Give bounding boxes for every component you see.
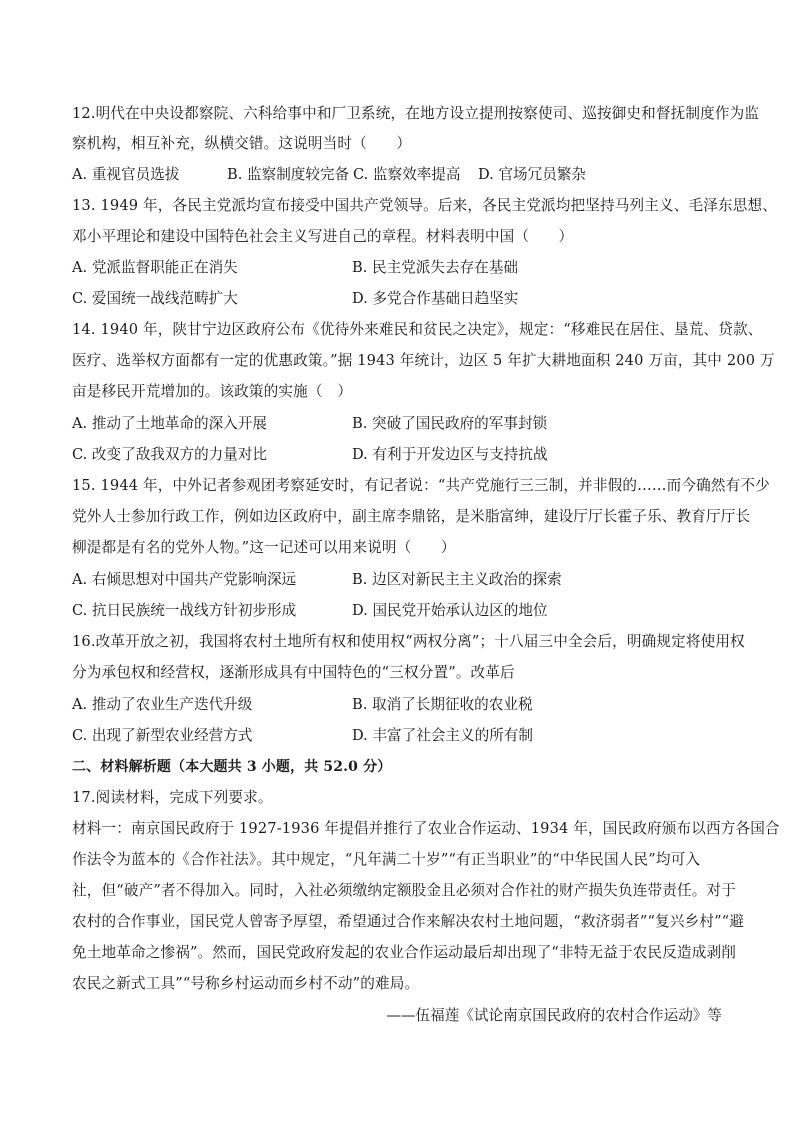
q14-line-2: 医疗、选举权方面都有一定的优惠政策。”据 1943 年统计，边区 5 年扩大耕地面积 240 万亩，其中 200 万	[72, 352, 775, 369]
q15-option-d: D. 国民党开始承认边区的地位	[352, 602, 548, 619]
q17-stem: 17.阅读材料，完成下列要求。	[72, 789, 273, 806]
q12-line-2: 察机构，相互补充，纵横交错。这说明当时（ ）	[72, 135, 412, 152]
q15-option-a: A. 右倾思想对中国共产党影响深远	[72, 571, 297, 588]
q15-line-1: 15. 1944 年，中外记者参观团考察延安时，有记者说：“共产党施行三三制，并非假的……而今确然有不少	[72, 477, 770, 494]
q13-line-1: 13. 1949 年，各民主党派均宣布接受中国共产党领导。后来，各民主党派均把坚持马列主义、毛泽东思想、	[72, 197, 777, 214]
q13-line-2: 邓小平理论和建设中国特色社会主义写进自己的章程。材料表明中国（ ）	[72, 228, 574, 245]
q13-option-c: C. 爱国统一战线范畴扩大	[72, 290, 238, 307]
q16-line-1: 16.改革开放之初，我国将农村土地所有权和使用权“两权分离”；十八届三中全会后，明确规定将使用权	[72, 633, 745, 650]
q12-line-1: 12.明代在中央设都察院、六科给事中和厂卫系统，在地方设立提刑按察使司、巡按御史和督抚制度作为监	[72, 105, 760, 122]
q17-material-line-2: 作法令为蓝本的《合作社法》。其中规定，“凡年满二十岁”“有正当职业”的“中华民国人民”均可入	[72, 851, 701, 868]
q14-line-1: 14. 1940 年，陕甘宁边区政府公布《优待外来难民和贫民之决定》，规定：“移难民在居住、垦荒、贷款、	[72, 321, 763, 338]
q17-material-line-4: 农村的合作事业，国民党人曾寄予厚望，希望通过合作来解决农村土地问题，“救济弱者”“复兴乡村”“避	[72, 913, 745, 930]
q15-option-b: B. 边区对新民主主义政治的探索	[352, 571, 562, 588]
q12-option-c: C. 监察效率提高	[353, 166, 461, 183]
q17-material-line-5: 免土地革命之惨祸”。然而，国民党政府发起的农业合作运动最后却出现了“非特无益于农民反造成剥削	[72, 944, 736, 961]
section-heading: 二、材料解析题（本大题共 3 小题，共 52.0 分）	[72, 759, 392, 775]
q15-line-3: 柳湜都是有名的党外人物。”这一记述可以用来说明（ ）	[72, 539, 456, 556]
q12-option-a: A. 重视官员选拔	[72, 166, 180, 183]
q13-option-b: B. 民主党派失去存在基础	[352, 259, 518, 276]
q16-option-d: D. 丰富了社会主义的所有制	[352, 727, 533, 744]
q17-material-line-1: 材料一：南京国民政府于 1927-1936 年提倡并推行了农业合作运动、1934 年，国民政府颁布以西方各国合	[72, 820, 780, 837]
q16-option-a: A. 推动了农业生产迭代升级	[72, 696, 253, 713]
q12-option-b: B. 监察制度较完备	[227, 166, 350, 183]
q16-line-2: 分为承包权和经营权，逐渐形成具有中国特色的“三权分置”。改革后	[72, 664, 515, 681]
q17-material-line-6: 农民之新式工具”“号称乡村运动而乡村不动”的难局。	[72, 975, 420, 992]
q14-option-d: D. 有利于开发边区与支持抗战	[352, 446, 548, 463]
q14-option-c: C. 改变了敌我双方的力量对比	[72, 446, 268, 463]
q16-option-b: B. 取消了长期征收的农业税	[352, 696, 533, 713]
q14-option-a: A. 推动了土地革命的深入开展	[72, 415, 267, 432]
q12-option-d: D. 官场冗员繁杂	[478, 166, 587, 183]
q13-option-d: D. 多党合作基础日趋坚实	[352, 290, 519, 307]
q13-option-a: A. 党派监督职能正在消失	[72, 259, 238, 276]
q14-option-b: B. 突破了国民政府的军事封锁	[352, 415, 548, 432]
q14-line-3: 亩是移民开荒增加的。该政策的实施（ ）	[72, 383, 353, 400]
q17-material-line-3: 社，但“破产”者不得加入。同时，入社必须缴纳定额股金且必须对合作社的财产损失负连带责任。对于	[72, 882, 736, 899]
q15-option-c: C. 抗日民族统一战线方针初步形成	[72, 602, 297, 619]
q16-option-c: C. 出现了新型农业经营方式	[72, 727, 253, 744]
q15-line-2: 党外人士参加行政工作，例如边区政府中，副主席李鼎铭，是米脂富绅，建设厅厅长霍子乐、教育厅厅长	[72, 508, 751, 525]
q17-source-citation: ——伍福莲《试论南京国民政府的农村合作运动》等	[386, 1007, 722, 1024]
